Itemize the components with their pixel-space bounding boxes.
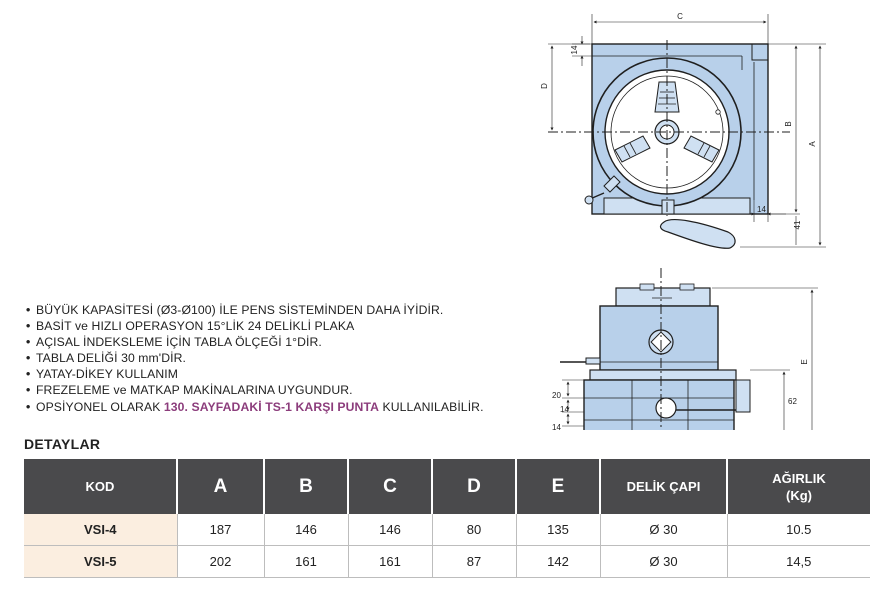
cell-a: 202 <box>177 546 264 578</box>
feature-item <box>26 366 484 382</box>
col-header-kod: KOD <box>24 459 177 514</box>
top-view <box>540 12 826 248</box>
dim-41-label: 41 <box>793 220 802 230</box>
bullet-icon: • <box>26 383 31 398</box>
col-header-agirlik-line1: AĞIRLIK <box>772 470 826 486</box>
feature-item <box>26 350 484 366</box>
cell-b: 161 <box>264 546 348 578</box>
table-row <box>24 514 870 546</box>
cell-e: 142 <box>516 546 600 578</box>
bullet-icon: • <box>26 303 31 317</box>
cell-c: 146 <box>348 514 432 546</box>
feature-highlight-link[interactable]: 130. SAYFADAKİ TS-1 KARŞI PUNTA <box>163 399 379 414</box>
dim-b-label: B <box>784 121 793 127</box>
table-row <box>24 546 870 578</box>
cell-b: 146 <box>264 514 348 546</box>
col-header-b: B <box>264 459 348 514</box>
feature-text: TABLA DELİĞİ 30 mm'DİR. <box>36 351 187 366</box>
cell-c: 161 <box>348 546 432 578</box>
col-header-delik: DELİK ÇAPI <box>600 459 727 514</box>
bullet-icon: • <box>26 351 31 366</box>
cell-e: 135 <box>516 514 600 546</box>
spec-table <box>24 459 870 578</box>
cell-agirlik: 14,5 <box>727 546 870 578</box>
bullet-icon: • <box>26 319 31 334</box>
col-header-agirlik-line2: (Kg) <box>786 487 812 503</box>
cell-kod: VSI-4 <box>24 514 177 546</box>
col-header-a: A <box>177 459 264 514</box>
col-header-agirlik <box>727 459 870 514</box>
feature-text: OPSİYONEL OLARAK <box>36 399 164 414</box>
bullet-icon: • <box>26 367 31 382</box>
bullet-icon: • <box>26 399 31 414</box>
details-title: DETAYLAR <box>24 436 101 452</box>
feature-item <box>26 399 484 415</box>
table-header-row <box>24 459 870 514</box>
feature-list <box>26 302 484 415</box>
cell-delik: Ø 30 <box>600 514 727 546</box>
feature-text: AÇISAL İNDEKSLEME İÇİN TABLA ÖLÇEĞİ 1°DİR. <box>36 335 322 350</box>
cell-d: 87 <box>432 546 516 578</box>
feature-item <box>26 334 484 350</box>
dim-d-label: D <box>540 83 549 89</box>
dim-a-label: A <box>808 141 817 147</box>
dim-c-label: C <box>677 12 683 21</box>
dim-e-label: E <box>800 359 809 365</box>
col-header-e: E <box>516 459 600 514</box>
cell-a: 187 <box>177 514 264 546</box>
cell-d: 80 <box>432 514 516 546</box>
dim-62-label: 62 <box>788 397 797 406</box>
cell-kod: VSI-5 <box>24 546 177 578</box>
bullet-icon: • <box>26 335 31 350</box>
feature-text: FREZELEME ve MATKAP MAKİNALARINA UYGUNDUR. <box>36 383 353 398</box>
dim-14-right-label: 14 <box>757 205 766 214</box>
col-header-d: D <box>432 459 516 514</box>
cell-delik: Ø 30 <box>600 546 727 578</box>
feature-text: KULLANILABİLİR. <box>379 399 484 414</box>
feature-item <box>26 302 484 318</box>
feature-item <box>26 382 484 398</box>
cell-agirlik: 10.5 <box>727 514 870 546</box>
dim-14-low-label: 14 <box>552 423 561 430</box>
feature-text: BÜYÜK KAPASİTESİ (Ø3-Ø100) İLE PENS SİSTEMİNDEN DAHA İYİDİR. <box>36 303 444 317</box>
feature-text: BASİT ve HIZLI OPERASYON 15°LİK 24 DELİKLİ PLAKA <box>36 319 355 334</box>
dim-20-label: 20 <box>552 391 561 400</box>
dim-14-mid-label: 14 <box>560 405 569 414</box>
feature-text: YATAY-DİKEY KULLANIM <box>36 367 178 382</box>
side-view <box>552 268 818 430</box>
col-header-c: C <box>348 459 432 514</box>
dim-14-top-label: 14 <box>570 45 579 55</box>
feature-item <box>26 318 484 334</box>
